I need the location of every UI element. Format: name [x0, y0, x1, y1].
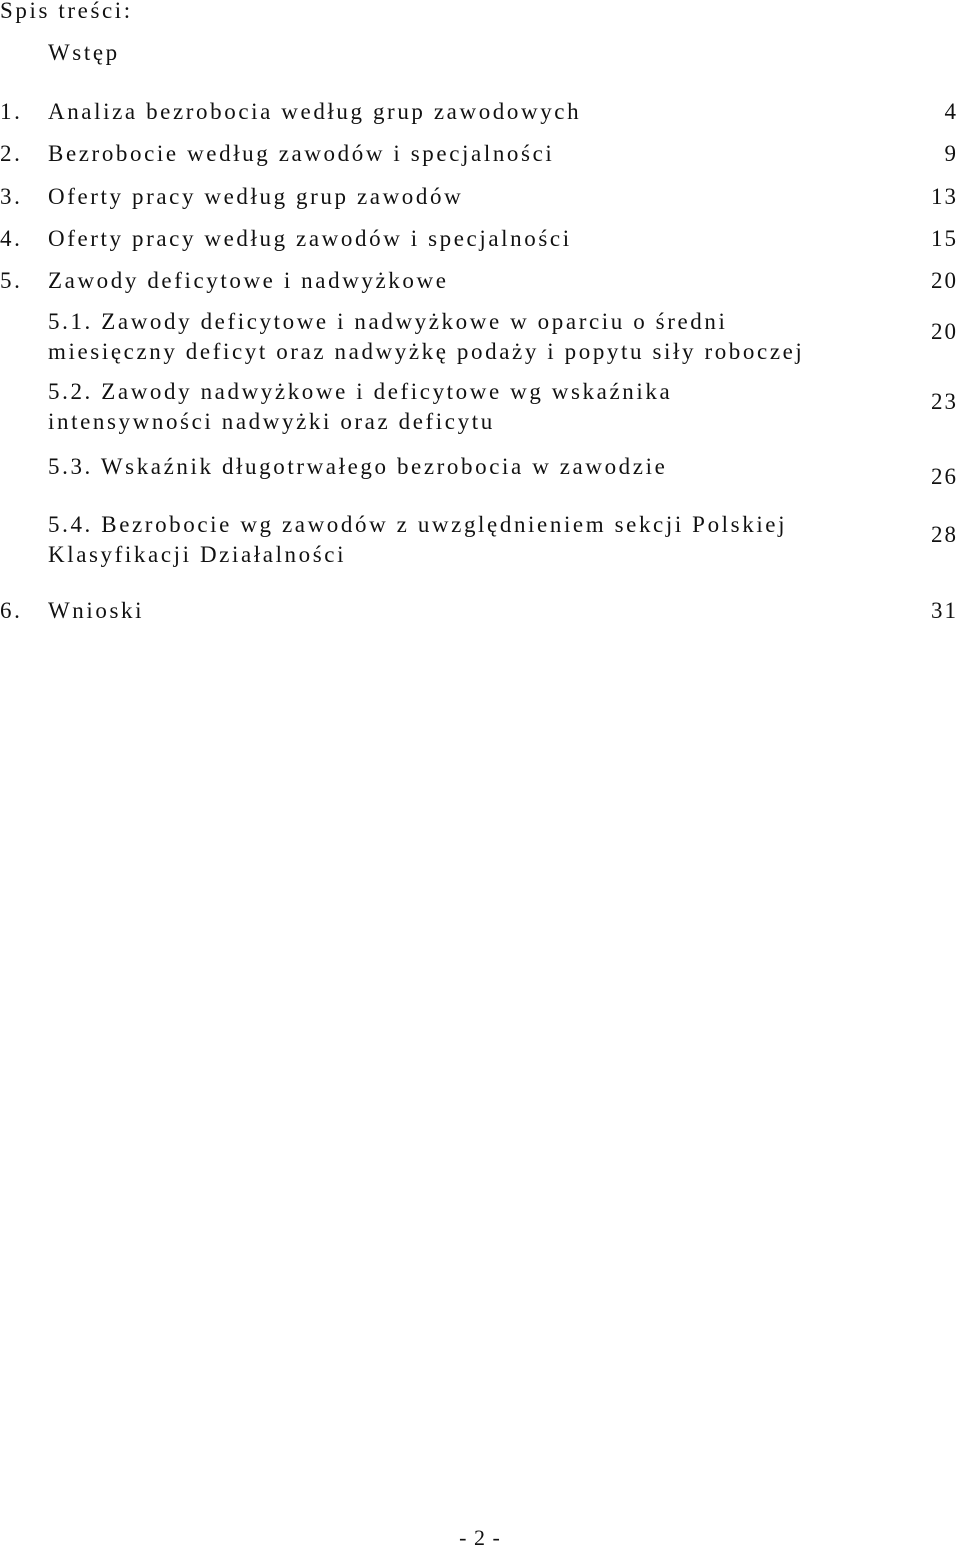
toc-number: 4.	[0, 226, 23, 251]
toc-label-line2: miesięczny deficyt oraz nadwyżkę podaży i popytu siły roboczej	[48, 339, 805, 364]
toc-label: Bezrobocie według zawodów i specjalności	[48, 141, 555, 166]
toc-label-line2: Klasyfikacji Działalności	[48, 542, 347, 567]
toc-label-line1: 5.4. Bezrobocie wg zawodów z uwzględnieniem sekcji Polskiej	[48, 512, 788, 537]
toc-label-line1: 5.3. Wskaźnik długotrwałego bezrobocia w zawodzie	[48, 454, 668, 479]
toc-title: Spis treści:	[0, 0, 133, 23]
toc-label: Wnioski	[48, 598, 145, 623]
toc-label-intro: Wstęp	[48, 40, 120, 65]
toc-page-number: 20	[931, 268, 958, 293]
toc-page-number: 15	[931, 226, 958, 251]
toc-label-line1: 5.2. Zawody nadwyżkowe i deficytowe wg wskaźnika	[48, 379, 673, 404]
toc-page-number: 28	[931, 522, 958, 547]
toc-label: Zawody deficytowe i nadwyżkowe	[48, 268, 449, 293]
toc-label-line1: 5.1. Zawody deficytowe i nadwyżkowe w oparciu o średni	[48, 309, 728, 334]
toc-number: 5.	[0, 268, 23, 293]
toc-page-number: 13	[931, 184, 958, 209]
toc-page-number: 26	[931, 464, 958, 489]
toc-page-number: 9	[944, 141, 958, 166]
toc-label-line2: intensywności nadwyżki oraz deficytu	[48, 409, 495, 434]
toc-page-number: 23	[931, 389, 958, 414]
toc-number: 2.	[0, 141, 23, 166]
toc-label: Analiza bezrobocia według grup zawodowych	[48, 99, 582, 124]
toc-number: 3.	[0, 184, 23, 209]
toc-page-number: 4	[944, 99, 958, 124]
toc-number: 1.	[0, 99, 23, 124]
toc-page-number: 20	[931, 319, 958, 344]
page-footer-number: - 2 -	[459, 1525, 501, 1550]
toc-page-number: 31	[931, 598, 958, 623]
toc-label: Oferty pracy według zawodów i specjalności	[48, 226, 572, 251]
toc-number: 6.	[0, 598, 23, 623]
toc-label: Oferty pracy według grup zawodów	[48, 184, 464, 209]
